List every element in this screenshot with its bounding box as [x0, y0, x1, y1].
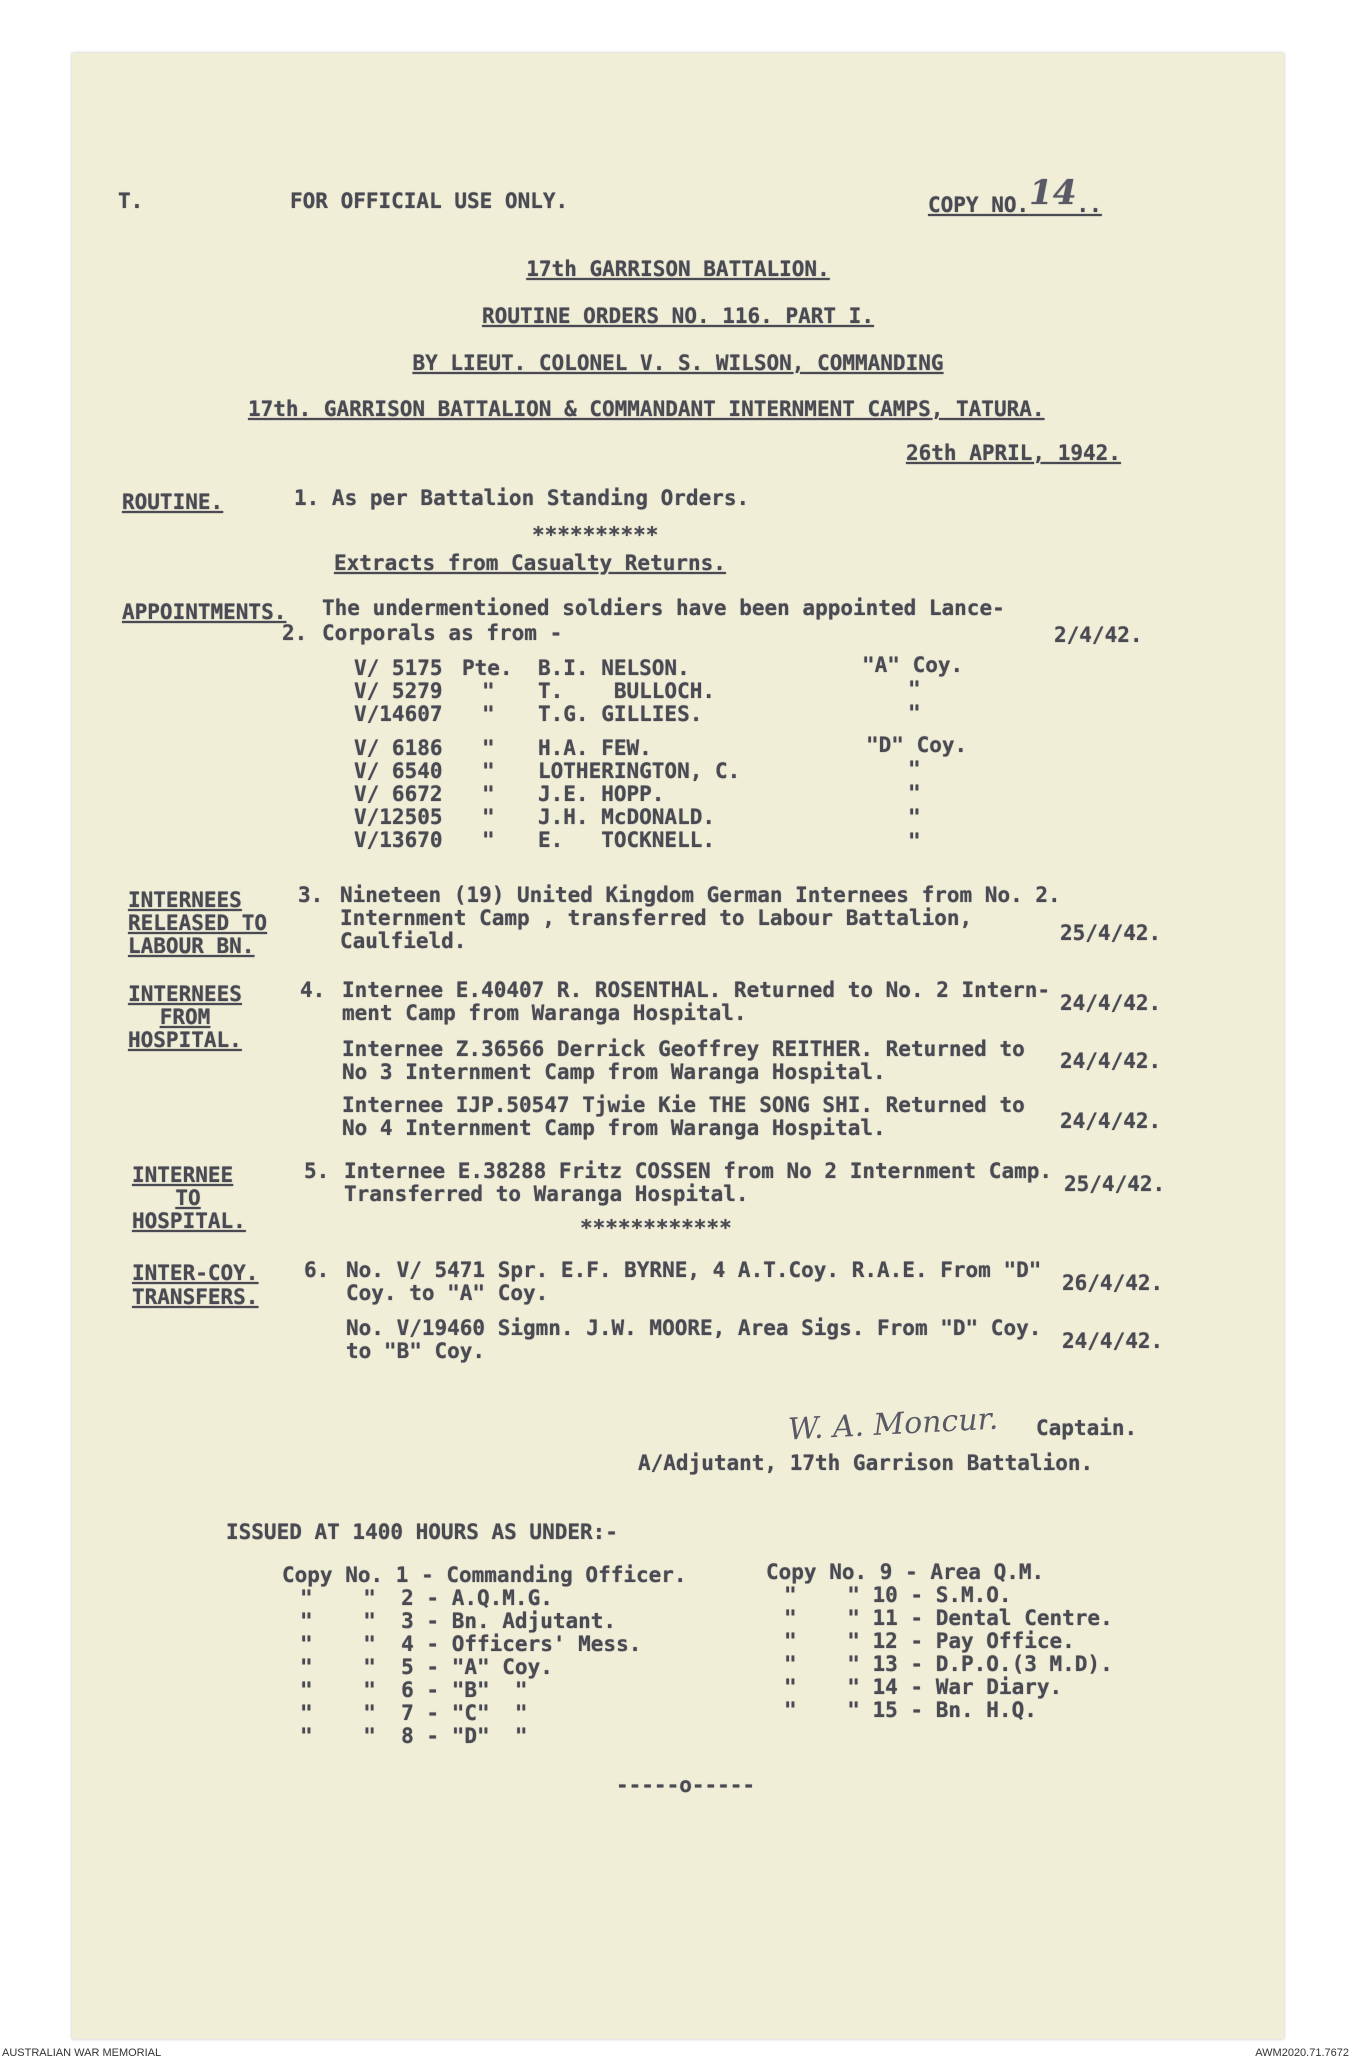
title-routine-orders: ROUTINE ORDERS NO. 116. PART I. [482, 304, 874, 328]
soldier-company: " [908, 805, 921, 829]
separator-stars: ********** [532, 523, 659, 547]
distribution-right-item: " " 14 - War Diary. [784, 1675, 1063, 1699]
archive-reference: AWM2020.71.7672 [1255, 2047, 1349, 2059]
appointments-heading: APPOINTMENTS. [122, 600, 287, 624]
soldier-company: "D" Coy. [866, 733, 968, 757]
from-hospital-heading-line3: HOSPITAL. [128, 1028, 242, 1052]
soldier-company: "A" Coy. [862, 653, 964, 677]
soldier-number: V/ 6672 [354, 782, 443, 806]
document-page [72, 53, 1284, 2039]
soldier-name: E. TOCKNELL. [538, 828, 716, 852]
inter-coy-number: 6. [304, 1258, 330, 1282]
from-hospital-entry-line1: Internee E.40407 R. ROSENTHAL. Returned to No. 2 Intern- [342, 978, 1051, 1002]
document-date: 26th APRIL, 1942. [906, 441, 1121, 465]
from-hospital-entry-line1: Internee IJP.50547 Tjwie Kie THE SONG SHI. Returned to [342, 1093, 1025, 1117]
distribution-left-item: " " 6 - "B" " [300, 1678, 528, 1702]
soldier-number: V/12505 [354, 805, 443, 829]
distribution-right-item: " " 15 - Bn. H.Q. [784, 1698, 1037, 1722]
from-hospital-entry-date: 24/4/42. [1060, 1109, 1162, 1133]
released-date: 25/4/42. [1060, 921, 1162, 945]
to-hospital-date: 25/4/42. [1064, 1172, 1166, 1196]
signature-rank: Captain. [1036, 1416, 1138, 1440]
soldier-rank: " [482, 828, 495, 852]
distribution-right-item: " " 13 - D.P.O.(3 M.D). [784, 1652, 1113, 1676]
to-hospital-number: 5. [304, 1159, 330, 1183]
copy-label: COPY NO.14.. [928, 173, 1102, 217]
distribution-right-item: Copy No. 9 - Area Q.M. [766, 1560, 1045, 1584]
soldier-rank: " [482, 805, 495, 829]
released-line1: Nineteen (19) United Kingdom German Internees from No. 2. [340, 883, 1061, 907]
handwritten-signature: W. A. Moncur. [787, 1401, 999, 1448]
inter-coy-entry-date: 24/4/42. [1062, 1329, 1164, 1353]
distribution-left-item: " " 2 - A.Q.M.G. [300, 1586, 553, 1610]
to-hospital-line1: Internee E.38288 Fritz COSSEN from No 2 Internment Camp. [344, 1159, 1053, 1183]
soldier-number: V/ 5175 [354, 656, 443, 680]
inter-coy-entry-line1: No. V/19460 Sigmn. J.W. MOORE, Area Sigs. From "D" Coy. [346, 1316, 1042, 1340]
appointments-number: 2. [282, 621, 308, 645]
from-hospital-number: 4. [300, 978, 326, 1002]
distribution-right-item: " " 12 - Pay Office. [784, 1629, 1075, 1653]
distribution-right-item: " " 10 - S.M.O. [784, 1583, 1012, 1607]
distribution-left-item: " " 4 - Officers' Mess. [300, 1632, 642, 1656]
appointments-date: 2/4/42. [1054, 623, 1143, 647]
to-hospital-heading-line1: INTERNEE [132, 1163, 234, 1187]
appointments-line1: The undermentioned soldiers have been appointed Lance- [322, 596, 1005, 620]
released-line3: Caulfield. [340, 929, 467, 953]
title-commanding: BY LIEUT. COLONEL V. S. WILSON, COMMANDING [412, 351, 944, 375]
soldier-number: V/ 6540 [354, 759, 443, 783]
appointments-line2: Corporals as from - [322, 621, 563, 645]
classification-label: FOR OFFICIAL USE ONLY. [290, 189, 569, 213]
inter-coy-heading-line2: TRANSFERS. [132, 1285, 259, 1309]
soldier-name: J.H. McDONALD. [538, 805, 716, 829]
inter-coy-entry-line2: Coy. to "A" Coy. [346, 1281, 549, 1305]
soldier-number: V/13670 [354, 828, 443, 852]
title-battalion: 17th GARRISON BATTALION. [526, 257, 830, 281]
soldier-name: J.E. HOPP. [538, 782, 665, 806]
inter-coy-entry-line1: No. V/ 5471 Spr. E.F. BYRNE, 4 A.T.Coy. R.A.E. From "D" [346, 1258, 1042, 1282]
distribution-heading: ISSUED AT 1400 HOURS AS UNDER:- [226, 1520, 618, 1544]
distribution-left-item: Copy No. 1 - Commanding Officer. [282, 1563, 687, 1587]
distribution-right-item: " " 11 - Dental Centre. [784, 1606, 1113, 1630]
soldier-number: V/ 5279 [354, 679, 443, 703]
title-garrison-camps: 17th. GARRISON BATTALION & COMMANDANT INTERNMENT CAMPS, TATURA. [248, 397, 1045, 421]
end-mark: -----o----- [616, 1773, 756, 1797]
from-hospital-heading-line2: FROM [159, 1005, 211, 1029]
soldier-number: V/ 6186 [354, 736, 443, 760]
distribution-left-item: " " 5 - "A" Coy. [300, 1655, 553, 1679]
inter-coy-heading-line1: INTER-COY. [132, 1261, 259, 1285]
to-hospital-line2: Transferred to Waranga Hospital. [344, 1182, 749, 1206]
distribution-left-item: " " 3 - Bn. Adjutant. [300, 1609, 617, 1633]
routine-heading: ROUTINE. [122, 490, 224, 514]
soldier-name: T. BULLOCH. [538, 679, 716, 703]
soldier-company: " [908, 829, 921, 853]
soldier-name: B.I. NELSON. [538, 656, 690, 680]
soldier-rank: " [482, 679, 495, 703]
distribution-left-item: " " 7 - "C" " [300, 1701, 528, 1725]
header-code: T. [118, 189, 144, 213]
soldier-rank: Pte. [462, 656, 513, 680]
soldier-name: T.G. GILLIES. [538, 702, 703, 726]
signature-title: A/Adjutant, 17th Garrison Battalion. [638, 1451, 1094, 1475]
soldier-rank: " [482, 759, 495, 783]
from-hospital-entry-date: 24/4/42. [1060, 991, 1162, 1015]
soldier-rank: " [482, 736, 495, 760]
routine-text: 1. As per Battalion Standing Orders. [294, 486, 750, 510]
soldier-name: H.A. FEW. [538, 736, 652, 760]
soldier-company: " [908, 757, 921, 781]
copy-number-handwritten: 14 [1029, 173, 1077, 213]
from-hospital-entry-line2: ment Camp from Waranga Hospital. [342, 1001, 747, 1025]
from-hospital-heading-line1: INTERNEES [128, 982, 242, 1006]
from-hospital-entry-date: 24/4/42. [1060, 1049, 1162, 1073]
soldier-company: " [908, 781, 921, 805]
soldier-company: " [908, 677, 921, 701]
inter-coy-entry-line2: to "B" Coy. [346, 1339, 486, 1363]
soldier-rank: " [482, 782, 495, 806]
released-number: 3. [298, 883, 324, 907]
extracts-heading: Extracts from Casualty Returns. [334, 551, 726, 575]
from-hospital-entry-line1: Internee Z.36566 Derrick Geoffrey REITHER. Returned to [342, 1037, 1025, 1061]
to-hospital-heading-line2: TO [175, 1186, 201, 1210]
to-hospital-heading-line3: HOSPITAL. [132, 1209, 246, 1233]
released-heading-line1: INTERNEES [128, 888, 242, 912]
from-hospital-entry-line2: No 3 Internment Camp from Waranga Hospital. [342, 1060, 886, 1084]
inter-coy-entry-date: 26/4/42. [1062, 1271, 1164, 1295]
released-heading-line2: RELEASED TO [128, 911, 268, 935]
soldier-company: " [908, 701, 921, 725]
archive-label: AUSTRALIAN WAR MEMORIAL [2, 2047, 162, 2059]
released-heading-line3: LABOUR BN. [128, 934, 255, 958]
soldier-name: LOTHERINGTON, C. [538, 759, 741, 783]
distribution-left-item: " " 8 - "D" " [300, 1724, 528, 1748]
separator-stars: ************ [580, 1216, 732, 1240]
from-hospital-entry-line2: No 4 Internment Camp from Waranga Hospital. [342, 1116, 886, 1140]
soldier-rank: " [482, 702, 495, 726]
soldier-number: V/14607 [354, 702, 443, 726]
released-line2: Internment Camp , transferred to Labour Battalion, [340, 906, 973, 930]
